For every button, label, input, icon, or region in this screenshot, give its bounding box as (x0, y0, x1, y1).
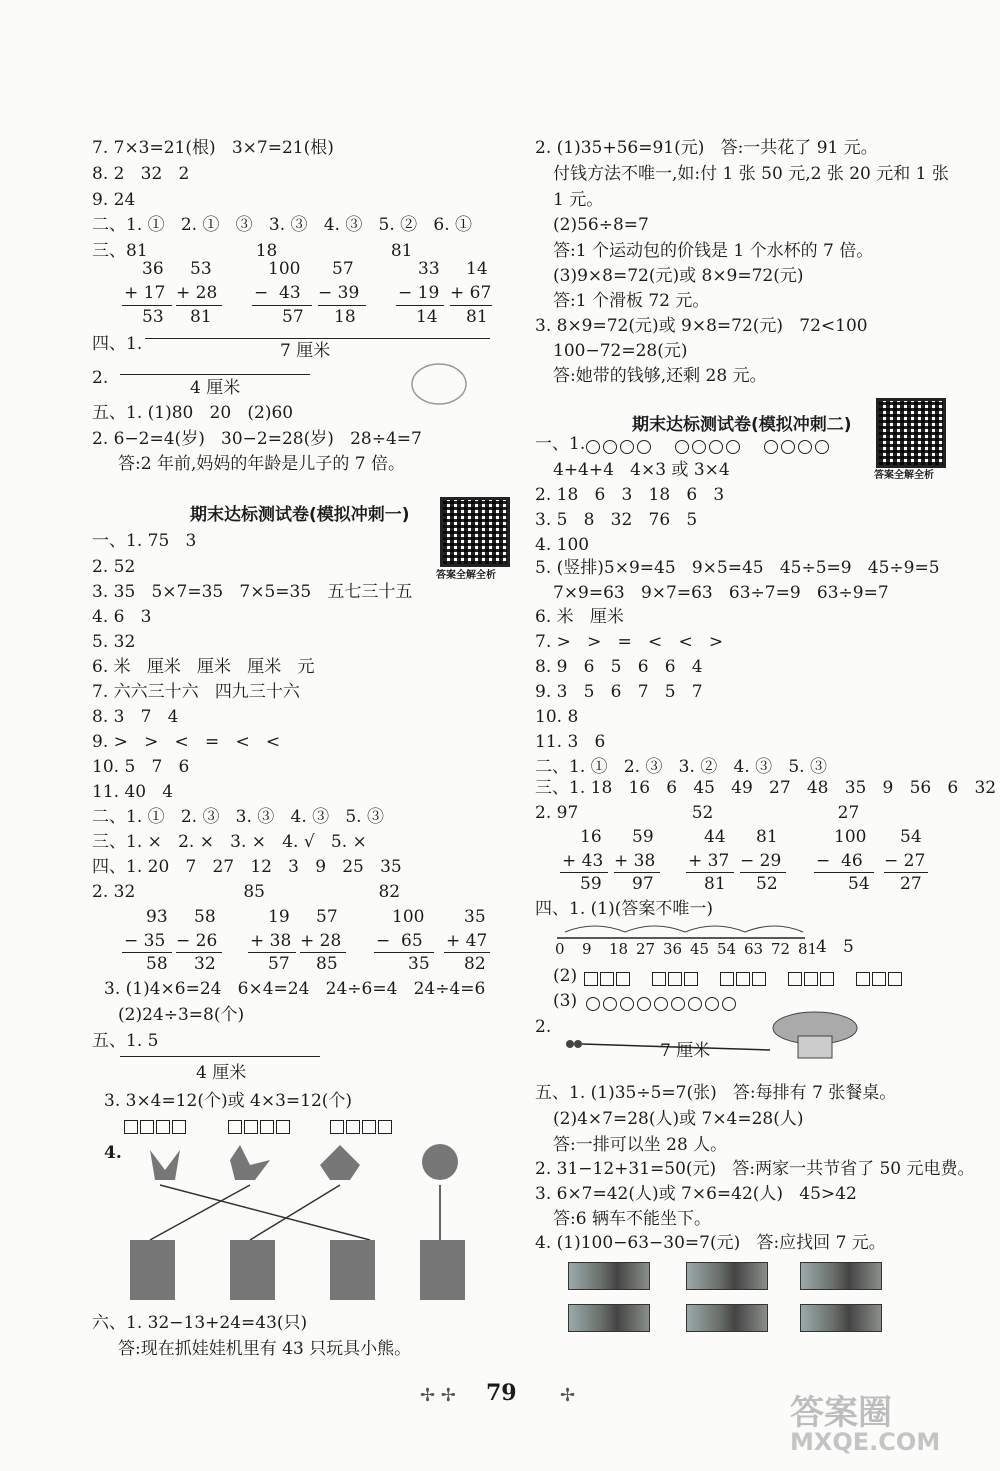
answer-line: 二、1. ① 2. ③ 3. ③ 4. ③ 5. ③ (92, 807, 384, 827)
box-group (228, 1116, 292, 1135)
banknote-image (800, 1304, 882, 1332)
calc-result: 57 (282, 307, 304, 327)
answer-line: 2. 6−2=4(岁) 30−2=28(岁) 28÷4=7 (92, 429, 422, 449)
calc-top: 35 (464, 907, 486, 927)
shape-piece (422, 1144, 458, 1180)
calc-result: 82 (464, 954, 486, 974)
shape-piece (150, 1150, 180, 1180)
calc-op: + 38 (614, 851, 656, 871)
question-label: (3) (553, 991, 578, 1011)
answer-line: 一、1. 75 3 (92, 531, 197, 551)
calc-result: 58 (146, 954, 168, 974)
answer-line: 答:现在抓娃娃机里有 43 只玩具小熊。 (118, 1339, 412, 1359)
segment-length-label: 4 厘米 (190, 378, 241, 398)
answer-line: 1 元。 (553, 190, 604, 210)
answer-line: 2. 97 52 27 (535, 803, 860, 823)
answer-line: 答:她带的钱够,还剩 28 元。 (553, 366, 767, 386)
answer-line: (2)24÷3=8(个) (118, 1005, 245, 1025)
calc-result: 27 (900, 874, 922, 894)
calc-op: − 29 (740, 851, 782, 871)
banknote-image (568, 1304, 650, 1332)
answer-line: 3. 6×7=42(人)或 7×6=42(人) 45>42 (535, 1184, 857, 1204)
answer-line: 3. 3×4=12(个)或 4×3=12(个) (104, 1091, 353, 1111)
number-line-tick-label: 45 (690, 940, 710, 958)
sticker-icon (408, 360, 470, 408)
number-line-tick-label: 72 (771, 940, 791, 958)
calc-result: 53 (142, 307, 164, 327)
circle-group (586, 436, 654, 455)
answer-line: 3. (1)4×6=24 6×4=24 24÷6=4 24÷4=6 (104, 979, 486, 999)
question-label: 4. (104, 1143, 122, 1163)
box-group (330, 1116, 394, 1135)
calc-result: 81 (466, 307, 488, 327)
answer-line: (3)9×8=72(元)或 8×9=72(元) (553, 266, 804, 286)
answer-line: 2. 52 (92, 557, 136, 577)
shape-base (420, 1240, 465, 1300)
calc-result: 14 (416, 307, 438, 327)
answer-line: 8. 2 32 2 (92, 164, 190, 184)
box-group (720, 968, 768, 987)
calc-top: 54 (900, 827, 922, 847)
answer-line: 四、1. (1)(答案不唯一) (535, 899, 713, 919)
answer-line: 8. 3 7 4 (92, 707, 179, 727)
answer-line: 7×9=63 9×7=63 63÷7=9 63÷9=7 (553, 583, 889, 603)
answer-line: 4. (1)100−63−30=7(元) 答:应找回 7 元。 (535, 1233, 886, 1253)
page-number: 79 (486, 1380, 517, 1406)
shape-piece (320, 1145, 360, 1180)
calc-top: 58 (194, 907, 216, 927)
answer-line: 五、1. 5 (92, 1031, 159, 1051)
shape-base (130, 1240, 175, 1300)
answer-line: 二、1. ① 2. ① ③ 3. ③ 4. ③ 5. ② 6. ① (92, 215, 473, 235)
qr-code-icon[interactable] (440, 497, 510, 567)
answer-line: 2. (1)35+56=91(元) 答:一共花了 91 元。 (535, 138, 878, 158)
calc-top: 53 (190, 259, 212, 279)
question-label: 2. (535, 1017, 552, 1037)
calc-result: 97 (632, 874, 654, 894)
number-line-tick-label: 54 (717, 940, 737, 958)
segment-length-label: 7 厘米 (280, 341, 331, 361)
answer-line: 4. 6 3 (92, 607, 152, 627)
answer-line: (2)4×7=28(人)或 7×4=28(人) (553, 1109, 804, 1129)
calc-result: 54 (848, 874, 870, 894)
number-line-tick-label: 36 (663, 940, 683, 958)
calc-op: + 28 (176, 283, 218, 303)
calc-op: + 43 (562, 851, 604, 871)
length-segment (120, 1056, 320, 1057)
calc-result: 35 (408, 954, 430, 974)
answer-line: 3. 8×9=72(元)或 9×8=72(元) 72<100 (535, 316, 868, 336)
answer-line: 9. 3 5 6 7 5 7 (535, 682, 703, 702)
watermark-logo: 答案圈 (790, 1393, 892, 1433)
number-line-tick-label: 18 (609, 940, 629, 958)
answer-line: 三、1. × 2. × 3. × 4. √ 5. × (92, 832, 367, 852)
shape-piece (230, 1145, 270, 1180)
answer-line: (2)56÷8=7 (553, 215, 649, 235)
answer-line: 2. 31−12+31=50(元) 答:两家一共节省了 50 元电费。 (535, 1159, 975, 1179)
calc-op: + 47 (446, 931, 488, 951)
calc-top: 14 (466, 259, 488, 279)
calc-top: 100 (834, 827, 867, 847)
question-label: (2) (553, 966, 578, 986)
calc-top: 93 (146, 907, 168, 927)
calc-op: + 38 (250, 931, 292, 951)
circle-group (764, 436, 832, 455)
answer-line: 答:1 个运动包的价钱是 1 个水杯的 7 倍。 (553, 241, 874, 261)
calc-op: − 46 (816, 851, 863, 871)
section-title: 期末达标测试卷(模拟冲刺一) (190, 505, 410, 525)
calc-result: 52 (756, 874, 778, 894)
answer-line: 五、1. (1)35÷5=7(张) 答:每排有 7 张餐桌。 (535, 1083, 897, 1103)
banknote-image (568, 1262, 650, 1290)
box-group (584, 968, 632, 987)
calc-op: − 43 (254, 283, 301, 303)
calc-op: − 35 (124, 931, 166, 951)
calc-op: + 37 (688, 851, 730, 871)
answer-line: 5. 32 (92, 632, 136, 652)
answer-line: 3. 35 5×7=35 7×5=35 五七三十五 (92, 582, 413, 602)
answer-line: 8. 9 6 5 6 6 4 (535, 657, 703, 677)
section-title: 期末达标测试卷(模拟冲刺二) (632, 415, 852, 435)
answer-line: 2. 32 85 82 (92, 882, 401, 902)
answer-line: 三、81 18 81 (92, 241, 413, 261)
calc-top: 36 (142, 259, 164, 279)
answer-line: 10. 8 (535, 707, 579, 727)
question-label: 2. (92, 368, 109, 388)
calc-top: 33 (418, 259, 440, 279)
calc-result: 59 (580, 874, 602, 894)
calc-top: 100 (268, 259, 301, 279)
banknote-image (686, 1262, 768, 1290)
answer-line: 100−72=28(元) (553, 341, 688, 361)
calc-result: 18 (334, 307, 356, 327)
answer-line: 答:1 个滑板 72 元。 (553, 291, 710, 311)
answer-line: 4+4+4 4×3 或 3×4 (553, 460, 730, 480)
answer-line: 4. 100 (535, 535, 590, 555)
calc-top: 59 (632, 827, 654, 847)
answer-line: 答:6 辆车不能坐下。 (553, 1209, 711, 1229)
banknote-image (800, 1262, 882, 1290)
answer-line: 一、1. (535, 434, 586, 454)
answer-line: 二、1. ① 2. ③ 3. ② 4. ③ 5. ③ (535, 757, 827, 777)
answer-line: 7. > > = < < > (535, 632, 724, 652)
calc-top: 100 (392, 907, 425, 927)
answer-line: 11. 40 4 (92, 782, 174, 802)
answer-line: 答:一排可以坐 28 人。 (553, 1135, 728, 1155)
answer-line: 11. 3 6 (535, 732, 606, 752)
answer-line: 9. 24 (92, 190, 136, 210)
calc-result: 85 (316, 954, 338, 974)
answer-line: 6. 米 厘米 厘米 厘米 元 (92, 657, 315, 677)
shape-base (230, 1240, 275, 1300)
calc-top: 44 (704, 827, 726, 847)
calc-op: − 39 (318, 283, 360, 303)
question-label: 四、1. (92, 334, 143, 354)
box-group (788, 968, 836, 987)
calc-op: + 67 (450, 283, 492, 303)
ant-and-mushroom-illustration (560, 1010, 880, 1060)
number-line-tick-label: 81 (798, 940, 818, 958)
watermark-url: MXQE.COM (790, 1428, 941, 1456)
answer-line: 答:2 年前,妈妈的年龄是儿子的 7 倍。 (118, 454, 405, 474)
segment-length-label: 7 厘米 (660, 1041, 711, 1061)
calc-op: − 27 (884, 851, 926, 871)
sprout-decoration-icon: ✢ (560, 1385, 576, 1406)
calc-top: 57 (332, 259, 354, 279)
answer-line: 10. 5 7 6 (92, 757, 190, 777)
qr-caption: 答案全解全析 (436, 570, 496, 581)
calc-top: 81 (756, 827, 778, 847)
answer-line: 六、1. 32−13+24=43(只) (92, 1313, 308, 1333)
qr-code-icon[interactable] (876, 398, 946, 468)
segment-length-label: 4 厘米 (196, 1063, 247, 1083)
answer-line: 4 5 (816, 937, 854, 957)
calc-result: 32 (194, 954, 216, 974)
calc-result: 81 (704, 874, 726, 894)
answer-line: 7. 六六三十六 四九三十六 (92, 682, 300, 702)
answer-line: 2. 18 6 3 18 6 3 (535, 485, 725, 505)
answer-line: 四、1. 20 7 27 12 3 9 25 35 (92, 857, 402, 877)
banknote-image (686, 1304, 768, 1332)
box-group (652, 968, 700, 987)
answer-line: 五、1. (1)80 20 (2)60 (92, 403, 294, 423)
calc-op: + 17 (124, 283, 166, 303)
length-segment (120, 374, 310, 375)
number-line (555, 920, 815, 942)
answer-line: 5. (竖排)5×9=45 9×5=45 45÷5=9 45÷9=5 (535, 558, 940, 578)
shape-base (330, 1240, 375, 1300)
calc-top: 16 (580, 827, 602, 847)
answer-line: 9. > > < = < < (92, 732, 281, 752)
answer-line: 付钱方法不唯一,如:付 1 张 50 元,2 张 20 元和 1 张 (553, 164, 949, 184)
number-line-tick-label: 9 (582, 940, 592, 958)
answer-line: 三、1. 18 16 6 45 49 27 48 35 9 56 6 32 (535, 778, 997, 798)
number-line-tick-label: 0 (555, 940, 565, 958)
number-line-labels (555, 940, 825, 962)
sprout-decoration-icon: ✢ ✢ (420, 1385, 456, 1406)
calc-result: 57 (268, 954, 290, 974)
answer-line: 3. 5 8 32 76 5 (535, 510, 698, 530)
calc-op: − 65 (376, 931, 423, 951)
length-segment (145, 338, 490, 339)
calc-top: 19 (268, 907, 290, 927)
number-line-tick-label: 63 (744, 940, 764, 958)
answer-line: 6. 米 厘米 (535, 607, 624, 627)
box-group (124, 1116, 188, 1135)
number-line-tick-label: 27 (636, 940, 656, 958)
circle-group (675, 436, 743, 455)
calc-op: − 26 (176, 931, 218, 951)
calc-op: + 28 (300, 931, 342, 951)
calc-op: − 19 (398, 283, 440, 303)
qr-caption: 答案全解全析 (874, 470, 934, 481)
calc-top: 57 (316, 907, 338, 927)
box-group (856, 968, 904, 987)
shape-matching-diagram (120, 1140, 490, 1310)
answer-line: 7. 7×3=21(根) 3×7=21(根) (92, 138, 334, 158)
calc-result: 81 (190, 307, 212, 327)
